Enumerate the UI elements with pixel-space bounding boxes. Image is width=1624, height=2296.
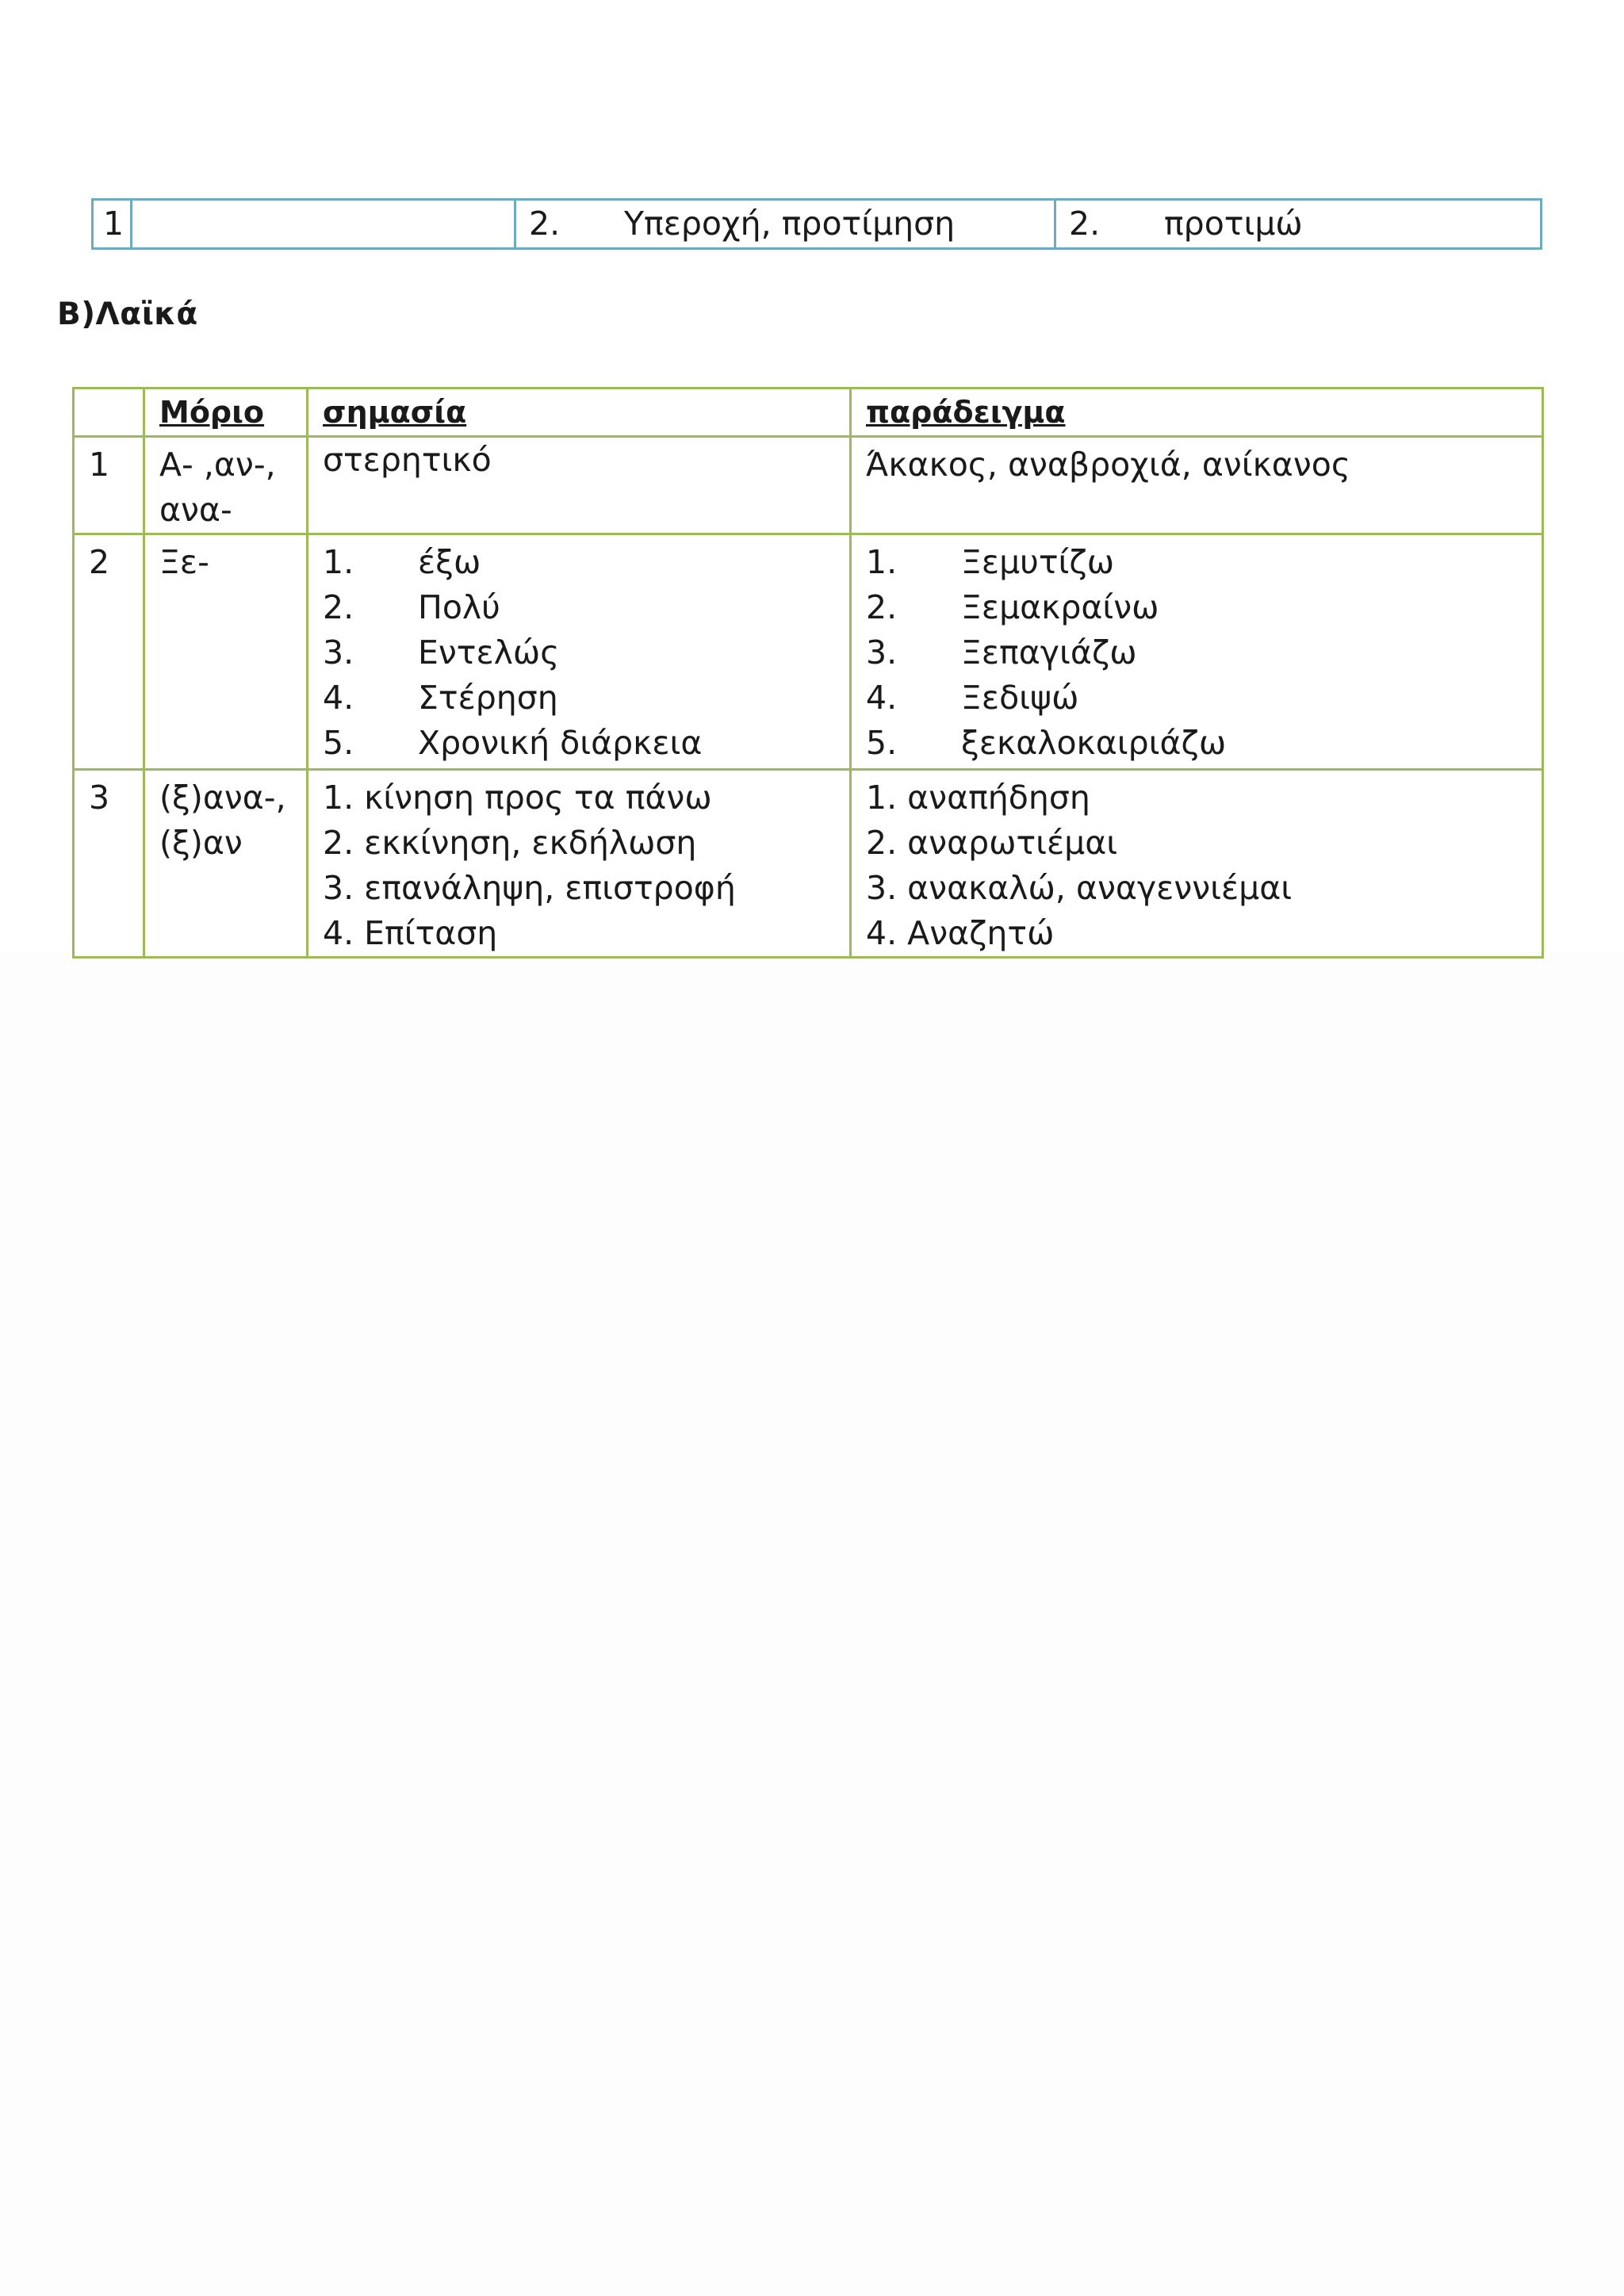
prefix-table	[72, 387, 1544, 959]
morio-line: ανα-	[159, 491, 232, 529]
list-text: προτιμώ	[1164, 205, 1303, 243]
list-item	[866, 540, 1542, 585]
morio-line: (ξ)αν	[159, 824, 243, 862]
list-number: 3.	[866, 633, 898, 672]
list-text: Υπεροχή, προτίμηση	[624, 205, 956, 243]
list-text: Ξεδιψώ	[961, 679, 1079, 717]
morio-cell	[144, 534, 308, 770]
list-text: Ξεπαγιάζω	[961, 633, 1137, 672]
morio-line: (ξ)ανα-,	[159, 779, 286, 817]
list-item	[866, 585, 1542, 630]
list-text: Πολύ	[418, 588, 500, 626]
morio-line: Ξε-	[159, 543, 209, 581]
list-item: 1. αναπήδηση	[866, 779, 1090, 817]
list-item	[866, 675, 1542, 721]
simasia-cell	[308, 534, 851, 770]
paradeigma-cell	[851, 437, 1543, 534]
list-number: 2.	[866, 588, 898, 626]
list-number: 2.	[323, 588, 354, 626]
row-number-cell: 1	[93, 200, 132, 249]
table-row	[74, 437, 1543, 534]
empty-cell	[132, 200, 515, 249]
list-item: 3. επανάληψη, επιστροφή	[323, 869, 736, 907]
list-number: 1.	[323, 543, 354, 581]
list-text: έξω	[418, 543, 481, 581]
table-header-row	[74, 388, 1543, 437]
table-row	[74, 770, 1543, 958]
simasia-cell	[308, 770, 851, 958]
list-text: ξεκαλοκαιριάζω	[961, 724, 1227, 762]
list-item	[323, 540, 849, 585]
list-item: 4. Επίταση	[323, 914, 498, 952]
paradeigma-cell	[851, 770, 1543, 958]
list-number: 2.	[1069, 205, 1101, 243]
list-item	[323, 721, 849, 766]
row-number: 3	[74, 770, 144, 958]
list-item	[323, 630, 849, 675]
list-number: 5.	[866, 724, 898, 762]
list-text: Χρονική διάρκεια	[418, 724, 703, 762]
section-heading: Β)Λαϊκά	[57, 297, 198, 332]
list-number: 3.	[323, 633, 354, 672]
list-item: 2. αναρωτιέμαι	[866, 824, 1118, 862]
list-number: 5.	[323, 724, 354, 762]
morio-cell	[144, 437, 308, 534]
simasia-text: στερητικό	[323, 441, 492, 479]
simasia-cell	[308, 437, 851, 534]
header-morio: Μόριο	[144, 388, 308, 437]
continuation-table	[91, 198, 1542, 250]
list-text: Ξεμυτίζω	[961, 543, 1115, 581]
list-text: Ξεμακραίνω	[961, 588, 1159, 626]
morio-line: Α- ,αν-,	[159, 446, 276, 484]
list-item	[323, 675, 849, 721]
paradeigma-cell	[851, 534, 1543, 770]
list-item	[323, 585, 849, 630]
header-simasia: σημασία	[308, 388, 851, 437]
list-item: 4. Αναζητώ	[866, 914, 1055, 952]
table-row	[93, 200, 1542, 249]
list-item: 3. ανακαλώ, αναγεννιέμαι	[866, 869, 1293, 907]
header-paradeigma: παράδειγμα	[851, 388, 1543, 437]
example-cell	[1055, 200, 1542, 249]
table-row	[74, 534, 1543, 770]
paradeigma-text: Άκακος, αναβροχιά, ανίκανος	[866, 446, 1350, 484]
list-number: 2.	[529, 205, 561, 243]
list-item	[866, 721, 1542, 766]
list-item	[866, 630, 1542, 675]
list-item: 2. εκκίνηση, εκδήλωση	[323, 824, 697, 862]
meaning-cell	[515, 200, 1055, 249]
list-text: Εντελώς	[418, 633, 560, 672]
list-number: 4.	[866, 679, 898, 717]
row-number: 1	[74, 437, 144, 534]
row-number: 2	[74, 534, 144, 770]
list-number: 4.	[323, 679, 354, 717]
morio-cell	[144, 770, 308, 958]
header-num	[74, 388, 144, 437]
list-number: 1.	[866, 543, 898, 581]
list-text: Στέρηση	[418, 679, 558, 717]
list-item: 1. κίνηση προς τα πάνω	[323, 779, 712, 817]
